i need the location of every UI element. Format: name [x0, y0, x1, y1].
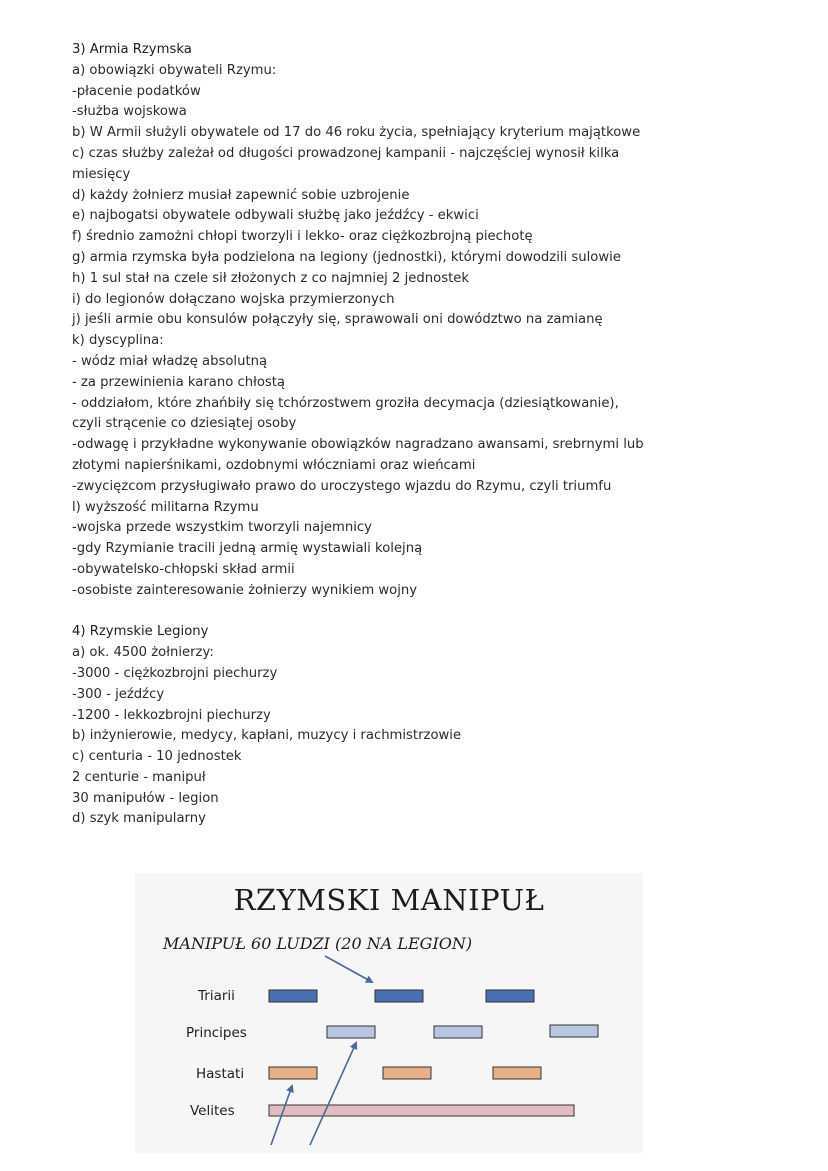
diagram-graphics	[135, 873, 643, 1153]
text-line: -wojska przede wszystkim tworzyli najemnicy	[72, 520, 372, 536]
text-line: k) dyscyplina:	[72, 333, 164, 349]
section-armia-rzymska	[72, 40, 772, 602]
text-line: -osobiste zainteresowanie żołnierzy wynikiem wojny	[72, 582, 418, 598]
text-line: -300 - jeźdźcy	[72, 686, 165, 702]
text-line: -służba wojskowa	[72, 104, 187, 120]
text-line: -płacenie podatków	[72, 83, 201, 99]
text-line: 30 manipułów - legion	[72, 790, 219, 806]
text-line: g) armia rzymska była podzielona na legiony (jednostki), którymi dowodzili sulowie	[72, 249, 621, 265]
section-heading: 3) Armia Rzymska	[72, 42, 192, 57]
principes-block	[434, 1026, 482, 1038]
text-line: i) do legionów dołączano wojska przymierzonych	[72, 291, 395, 307]
paragraph-gap	[72, 602, 772, 623]
movement-arrows	[271, 956, 372, 1145]
text-line: - wódz miał władzę absolutną	[72, 353, 268, 369]
hastati-block	[383, 1067, 431, 1079]
text-line: -odwagę i przykładne wykonywanie obowiązków nagradzano awansami, srebrnymi lub	[72, 437, 644, 453]
triarii-block	[486, 990, 534, 1002]
text-line: 2 centurie - manipuł	[72, 769, 206, 785]
hastati-block	[493, 1067, 541, 1079]
text-line: -obywatelsko-chłopski skład armii	[72, 561, 295, 577]
unit-blocks	[269, 990, 598, 1116]
text-line: c) czas służby zależał od długości prowadzonej kampanii - najczęściej wynosił kilka	[72, 145, 620, 161]
text-line: miesięcy	[72, 166, 131, 182]
triarii-block	[375, 990, 423, 1002]
triarii-block	[269, 990, 317, 1002]
section-heading: 4) Rzymskie Legiony	[72, 624, 209, 640]
manipul-diagram	[135, 873, 643, 1153]
advance-arrow	[310, 1043, 356, 1145]
text-line: h) 1 sul stał na czele sił złożonych z co najmniej 2 jednostek	[72, 270, 469, 286]
hastati-block	[269, 1067, 317, 1079]
text-line: czyli strącenie co dziesiątej osoby	[72, 416, 297, 432]
text-line: - za przewinienia karano chłostą	[72, 374, 286, 390]
row-label-triarii: Triarii	[198, 988, 235, 1004]
text-line: b) W Armii służyli obywatele od 17 do 46 roku życia, spełniający kryterium majątkowe	[72, 125, 641, 141]
diagram-subtitle: MANIPUŁ 60 LUDZI (20 NA LEGION)	[163, 934, 473, 953]
diagram-title: RZYMSKI MANIPUŁ	[233, 883, 545, 917]
text-line: b) inżynierowie, medycy, kapłani, muzycy i rachmistrzowie	[72, 728, 462, 744]
text-line: a) obowiązki obywateli Rzymu:	[72, 62, 277, 78]
text-line: c) centuria - 10 jednostek	[72, 749, 242, 765]
principes-block	[327, 1026, 375, 1038]
text-line: -gdy Rzymianie tracili jedną armię wystawiali kolejną	[72, 541, 423, 557]
text-line: złotymi napierśnikami, ozdobnymi włóczniami oraz wieńcami	[72, 457, 476, 473]
row-label-velites: Velites	[190, 1103, 235, 1119]
text-line: - oddziałom, które zhańbiły się tchórzostwem groziła decymacja (dziesiątkowanie),	[72, 395, 619, 411]
text-line: l) wyższość militarna Rzymu	[72, 499, 259, 515]
text-line: f) średnio zamożni chłopi tworzyli i lekko- oraz ciężkozbrojną piechotę	[72, 229, 533, 245]
row-label-principes: Principes	[186, 1025, 247, 1041]
manipul-pointer-arrow	[325, 956, 372, 982]
section-rzymskie-legiony	[72, 622, 772, 830]
text-line: -zwycięzcom przysługiwało prawo do uroczystego wjazdu do Rzymu, czyli triumfu	[72, 478, 612, 494]
velites-block	[269, 1105, 574, 1116]
document-text	[72, 40, 772, 830]
text-line: d) szyk manipularny	[72, 811, 206, 827]
text-line: -3000 - ciężkozbrojni piechurzy	[72, 665, 278, 681]
row-label-hastati: Hastati	[196, 1066, 245, 1082]
principes-block	[550, 1025, 598, 1037]
text-line: e) najbogatsi obywatele odbywali służbę jako jeźdźcy - ekwici	[72, 208, 479, 224]
text-line: -1200 - lekkozbrojni piechurzy	[72, 707, 271, 723]
text-line: d) każdy żołnierz musiał zapewnić sobie uzbrojenie	[72, 187, 410, 203]
text-line: a) ok. 4500 żołnierzy:	[72, 645, 214, 661]
text-line: j) jeśli armie obu konsulów połączyły się, sprawowali oni dowództwo na zamianę	[72, 312, 603, 328]
